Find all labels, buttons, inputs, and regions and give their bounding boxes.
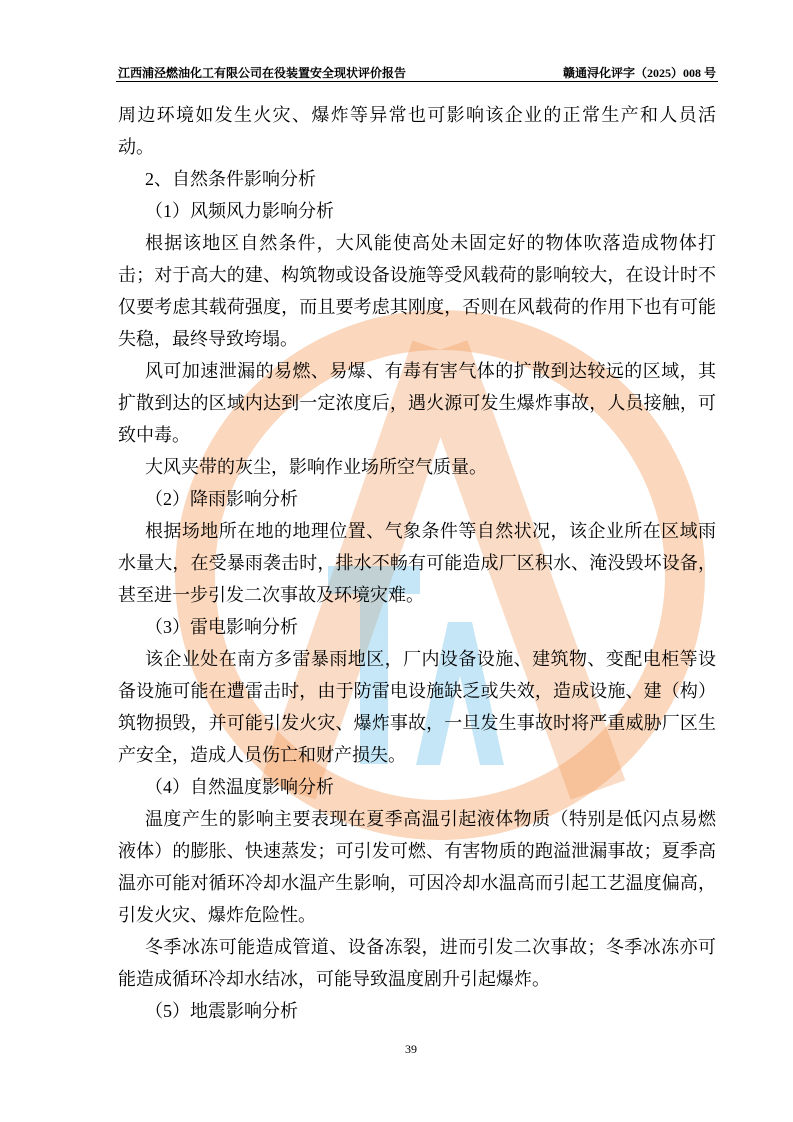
page-header (118, 65, 716, 81)
paragraph-line: 备设施可能在遭雷击时，由于防雷电设施缺乏或失效，造成设施、建（构） (118, 681, 716, 701)
paragraph-winter-freeze (118, 931, 716, 995)
paragraph-line: 冬季冰冻可能造成管道、设备冻裂，进而引发二次事故；冬季冰冻亦可 (145, 937, 716, 957)
paragraph-line: 能造成循环冷却水结冰，可能导致温度剧升引起爆炸。 (118, 969, 550, 989)
paragraph-line: 风可加速泄漏的易燃、易爆、有毒有害气体的扩散到达较远的区域，其 (145, 361, 716, 381)
paragraph-line: 仅要考虑其载荷强度，而且要考虑其刚度，否则在风载荷的作用下也有可能 (118, 297, 716, 317)
paragraph-line: 扩散到达的区域内达到一定浓度后，遇火源可发生爆炸事故，人员接触，可 (118, 393, 716, 413)
paragraph-lightning (118, 643, 716, 771)
paragraph-line: 致中毒。 (118, 425, 190, 445)
section-heading-natural-conditions (118, 163, 716, 195)
page-body (118, 99, 716, 1027)
page-number: 39 (405, 1042, 417, 1056)
subsection-heading-lightning: （3）雷电影响分析 (145, 617, 298, 637)
paragraph-wind-load (118, 227, 716, 355)
section-heading: 2、自然条件影响分析 (145, 169, 316, 189)
paragraph-line: 甚至进一步引发二次事故及环境灾难。 (118, 585, 424, 605)
report-title: 江西浦泾燃油化工有限公司在役装置安全现状评价报告 (118, 66, 407, 80)
header-divider (116, 81, 718, 82)
paragraph-wind-dust (118, 451, 716, 483)
subsection-heading-rain: （2）降雨影响分析 (145, 489, 298, 509)
paragraph-line: 产安全，造成人员伤亡和财产损失。 (118, 745, 406, 765)
paragraph-wind-gas-diffusion (118, 355, 716, 451)
paragraph-rainfall (118, 515, 716, 611)
report-number: 赣通浔化评字（2025）008 号 (562, 66, 716, 80)
subsection-lightning (118, 611, 716, 643)
paragraph-line: 周边环境如发生火灾、爆炸等异常也可影响该企业的正常生产和人员活 (118, 105, 716, 125)
paragraph-line: 大风夹带的灰尘，影响作业场所空气质量。 (145, 457, 487, 477)
paragraph-line: 该企业处在南方多雷暴雨地区，厂内设备设施、建筑物、变配电柜等设 (145, 649, 716, 669)
subsection-heading-earthquake: （5）地震影响分析 (145, 1001, 298, 1021)
paragraph-line: 温度产生的影响主要表现在夏季高温引起液体物质（特别是低闪点易燃 (145, 809, 716, 829)
paragraph-summer-heat (118, 803, 716, 931)
paragraph-line: 液体）的膨胀、快速蒸发；可引发可燃、有害物质的跑溢泄漏事故；夏季高 (118, 841, 716, 861)
paragraph-line: 根据场地所在地的地理位置、气象条件等自然状况，该企业所在区域雨 (145, 521, 716, 541)
subsection-temperature (118, 771, 716, 803)
paragraph-line: 动。 (118, 137, 154, 157)
paragraph-line: 水量大，在受暴雨袭击时，排水不畅有可能造成厂区积水、淹没毁坏设备， (118, 553, 716, 573)
subsection-wind (118, 195, 716, 227)
paragraph-line: 失稳，最终导致垮塌。 (118, 329, 298, 349)
subsection-rain (118, 483, 716, 515)
paragraph-line: 引发火灾、爆炸危险性。 (118, 905, 316, 925)
paragraph-line: 击；对于高大的建、构筑物或设备设施等受风载荷的影响较大，在设计时不 (118, 265, 716, 285)
paragraph-line: 根据该地区自然条件，大风能使高处未固定好的物体吹落造成物体打 (145, 233, 716, 253)
paragraph-environment-continuation (118, 99, 716, 163)
subsection-heading-wind: （1）风频风力影响分析 (145, 201, 334, 221)
subsection-earthquake (118, 995, 716, 1027)
paragraph-line: 温亦可能对循环冷却水温产生影响，可因冷却水温高而引起工艺温度偏高， (118, 873, 716, 893)
paragraph-line: 筑物损毁，并可能引发火灾、爆炸事故，一旦发生事故时将严重威胁厂区生 (118, 713, 716, 733)
subsection-heading-temperature: （4）自然温度影响分析 (145, 777, 334, 797)
